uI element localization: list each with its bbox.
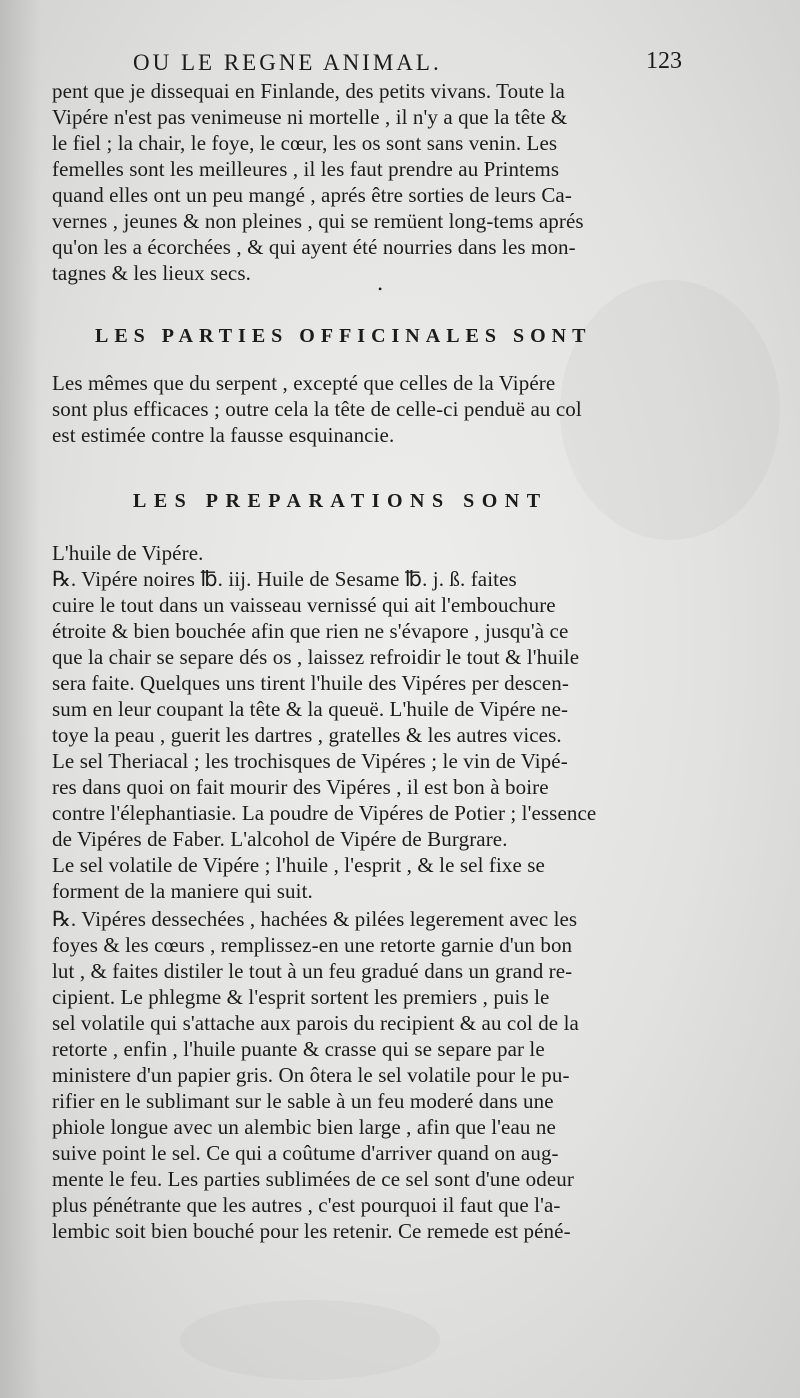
text-line: sum en leur coupant la tête & la queuë. L'huile de Vipére ne- (52, 697, 569, 721)
text-line: Les mêmes que du serpent , excepté que celles de la Vipére (52, 371, 556, 395)
running-title: OU LE REGNE ANIMAL. (133, 50, 442, 75)
text-line: ℞. Vipéres dessechées , hachées & pilées legerement avec les (52, 907, 578, 931)
text-line: L'huile de Vipére. (52, 541, 204, 565)
text-line: rifier en le sublimant sur le sable à un feu moderé dans une (52, 1089, 554, 1113)
text-line: Le sel volatile de Vipére ; l'huile , l'esprit , & le sel fixe se (52, 853, 545, 877)
section-heading-parties-officinales: LES PARTIES OFFICINALES SONT (95, 325, 592, 347)
text-line: mente le feu. Les parties sublimées de ce sel sont d'une odeur (52, 1167, 574, 1191)
text-line: de Vipéres de Faber. L'alcohol de Vipére de Burgrare. (52, 827, 508, 851)
text-line: femelles sont les meilleures , il les faut prendre au Printems (52, 157, 560, 181)
show-through-stain (180, 1300, 440, 1380)
text-line: sera faite. Quelques uns tirent l'huile des Vipéres per descen- (52, 671, 569, 695)
text-line: cipient. Le phlegme & l'esprit sortent les premiers , puis le (52, 985, 550, 1009)
text-line: contre l'élephantiasie. La poudre de Vipéres de Potier ; l'essence (52, 801, 597, 825)
text-line: lembic soit bien bouché pour les retenir. Ce remede est péné- (52, 1219, 571, 1243)
text-line: pent que je dissequai en Finlande, des petits vivans. Toute la (52, 79, 565, 103)
text-line: ministere d'un papier gris. On ôtera le sel volatile pour le pu- (52, 1063, 570, 1087)
text-line: plus pénétrante que les autres , c'est pourquoi il faut que l'a- (52, 1193, 561, 1217)
text-line: tagnes & les lieux secs. (52, 261, 251, 285)
section-heading-preparations: LES PREPARATIONS SONT (133, 490, 548, 512)
text-line: est estimée contre la fausse esquinancie. (52, 423, 395, 447)
text-line: toye la peau , guerit les dartres , gratelles & les autres vices. (52, 723, 562, 747)
text-line: cuire le tout dans un vaisseau vernissé qui ait l'embouchure (52, 593, 556, 617)
text-line: retorte , enfin , l'huile puante & crasse qui se separe par le (52, 1037, 545, 1061)
text-line: quand elles ont un peu mangé , aprés être sorties de leurs Ca- (52, 183, 572, 207)
page-number: 123 (646, 48, 682, 74)
text-line: le fiel ; la chair, le foye, le cœur, les os sont sans venin. Les (52, 131, 558, 155)
text-line: res dans quoi on fait mourir des Vipéres , il est bon à boire (52, 775, 549, 799)
text-line: Vipére n'est pas venimeuse ni mortelle , il n'y a que la tête & (52, 105, 568, 129)
stray-mark: • (378, 282, 383, 296)
text-line: qu'on les a écorchées , & qui ayent été nourries dans les mon- (52, 235, 576, 259)
text-line: sont plus efficaces ; outre cela la tête de celle-ci penduë au col (52, 397, 582, 421)
text-line: forment de la maniere qui suit. (52, 879, 313, 903)
text-line: Le sel Theriacal ; les trochisques de Vipéres ; le vin de Vipé- (52, 749, 568, 773)
text-line: ℞. Vipére noires ℔. iij. Huile de Sesame ℔. j. ß. faites (52, 567, 517, 591)
text-line: suive point le sel. Ce qui a coûtume d'arriver quand on aug- (52, 1141, 559, 1165)
text-line: sel volatile qui s'attache aux parois du recipient & au col de la (52, 1011, 579, 1035)
text-line: phiole longue avec un alembic bien large , afin que l'eau ne (52, 1115, 556, 1139)
text-line: que la chair se separe dés os , laissez refroidir le tout & l'huile (52, 645, 580, 669)
text-line: foyes & les cœurs , remplissez-en une retorte garnie d'un bon (52, 933, 573, 957)
text-line: lut , & faites distiler le tout à un feu gradué dans un grand re- (52, 959, 573, 983)
text-line: vernes , jeunes & non pleines , qui se remüent long-tems aprés (52, 209, 584, 233)
text-line: étroite & bien bouchée afin que rien ne s'évapore , jusqu'à ce (52, 619, 569, 643)
